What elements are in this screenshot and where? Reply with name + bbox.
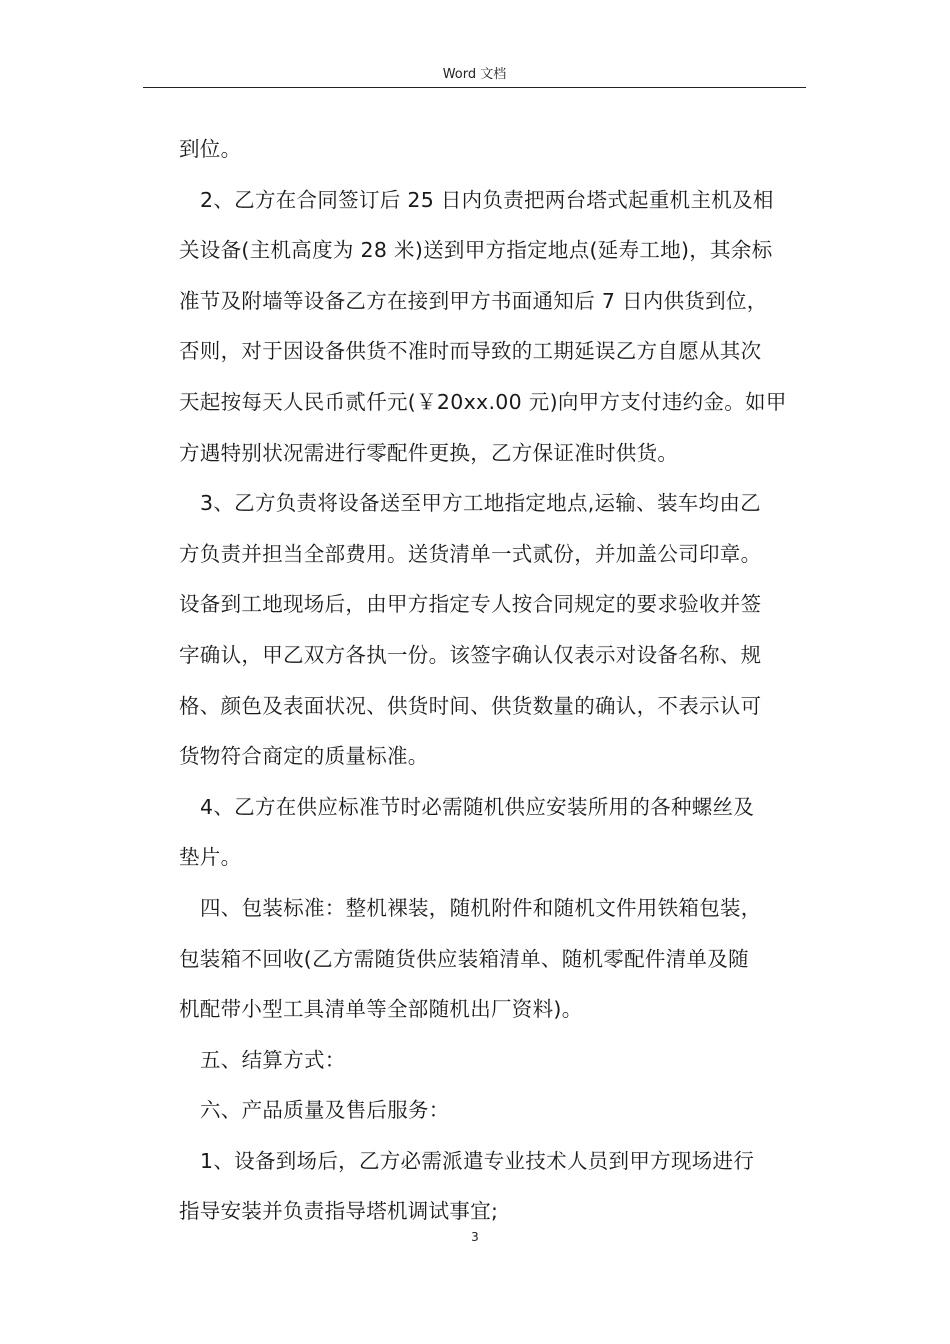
text-line: 方负责并担当全部费用。送货清单一式贰份，并加盖公司印章。 [179, 541, 762, 566]
text-line: 字确认，甲乙双方各执一份。该签字确认仅表示对设备名称、规 [179, 642, 762, 667]
text-line: 1、设备到场后，乙方必需派遣专业技术人员到甲方现场进行 [200, 1148, 755, 1173]
text-line: 准节及附墙等设备乙方在接到甲方书面通知后 7 日内供货到位， [179, 288, 768, 313]
text-line: 包装箱不回收(乙方需随货供应装箱清单、随机零配件清单及随 [179, 946, 749, 971]
text-line: 设备到工地现场后，由甲方指定专人按合同规定的要求验收并签 [179, 592, 762, 617]
text-line: 六、产品质量及售后服务： [200, 1098, 450, 1123]
document-body [179, 124, 806, 1237]
header-divider [143, 87, 806, 88]
text-line: 2、乙方在合同签订后 25 日内负责把两台塔式起重机主机及相 [200, 187, 774, 212]
text-line: 到位。 [179, 137, 242, 161]
text-line: 3、乙方负责将设备送至甲方工地指定地点,运输、装车均由乙 [200, 491, 761, 516]
text-line: 四、包装标准：整机裸装，随机附件和随机文件用铁箱包装， [200, 895, 762, 920]
text-line: 否则，对于因设备供货不准时而导致的工期延误乙方自愿从其次 [179, 339, 762, 364]
text-line: 指导安装并负责指导塔机调试事宜; [179, 1199, 499, 1224]
text-line: 关设备(主机高度为 28 米)送到甲方指定地点(延寿工地)，其余标 [179, 238, 773, 263]
text-line: 机配带小型工具清单等全部随机出厂资料)。 [179, 997, 583, 1022]
page-header: Word 文档 [442, 67, 507, 82]
text-line: 格、颜色及表面状况、供货时间、供货数量的确认，不表示认可 [179, 693, 762, 718]
text-line: 货物符合商定的质量标准。 [179, 744, 429, 769]
text-line: 天起按每天人民币贰仟元(￥20xx.00 元)向甲方支付违约金。如甲 [179, 389, 787, 414]
text-line: 垫片。 [179, 845, 242, 870]
text-line: 五、结算方式： [200, 1047, 346, 1072]
text-line: 方遇特别状况需进行零配件更换，乙方保证准时供货。 [179, 440, 679, 465]
text-line: 4、乙方在供应标准节时必需随机供应安装所用的各种螺丝及 [200, 794, 755, 819]
page-number: 3 [471, 1230, 479, 1244]
